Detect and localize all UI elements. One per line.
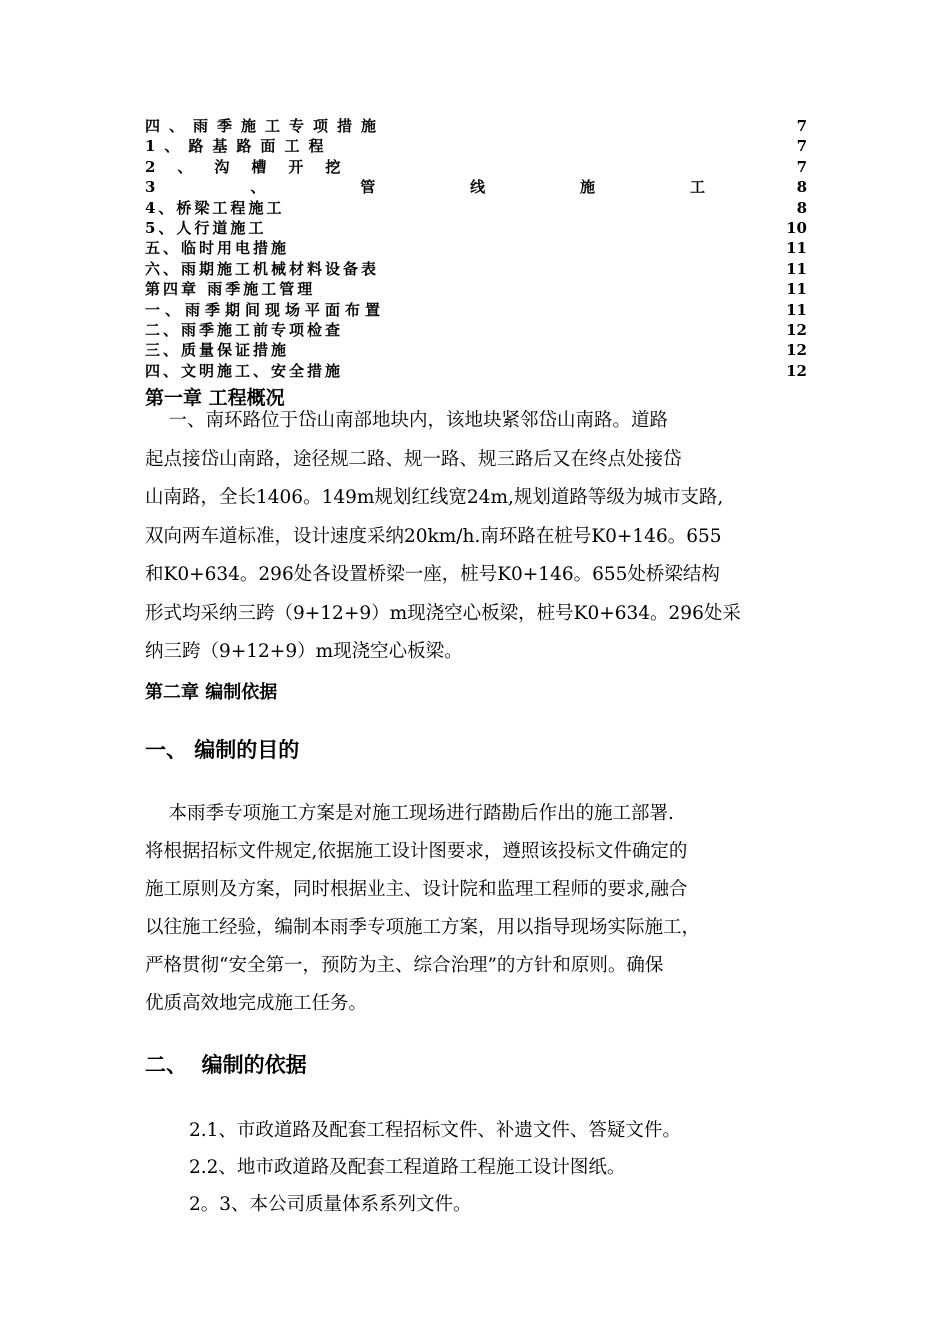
toc-row[interactable] xyxy=(145,198,807,218)
toc-title-char: 、 xyxy=(250,178,266,197)
toc-title: 六、雨期施工机械材料设备表 xyxy=(145,259,380,278)
toc-row[interactable] xyxy=(145,157,807,177)
paragraph-line: 以往施工经验，编制本雨季专项施工方案，用以指导现场实际施工， xyxy=(145,917,701,938)
paragraph-line: 施工原则及方案，同时根据业主、设计院和监理工程师的要求,融合 xyxy=(145,879,688,900)
toc-page: 12 xyxy=(786,341,807,360)
paragraph-line: 形式均采纳三跨（9+12+9）m现浇空心板梁，桩号K0+634。296处采 xyxy=(145,602,741,624)
chapter-heading: 第二章 编制依据 xyxy=(145,682,278,703)
toc-title-char: 管 xyxy=(360,178,376,197)
toc-row[interactable] xyxy=(145,300,807,320)
toc-page: 11 xyxy=(786,300,807,319)
toc-row[interactable] xyxy=(145,177,807,197)
paragraph-line: 和K0+634。296处各设置桥梁一座，桩号K0+146。655处桥梁结构 xyxy=(145,564,720,585)
toc-page: 11 xyxy=(786,280,807,299)
toc-row[interactable] xyxy=(145,259,807,279)
toc-row[interactable] xyxy=(145,279,807,299)
toc-page: 10 xyxy=(786,218,807,237)
paragraph-line: 一、南环路位于岱山南部地块内，该地块紧邻岱山南路。道路 xyxy=(145,410,669,431)
toc-title-char: 线 xyxy=(470,178,486,197)
toc-page: 12 xyxy=(786,320,807,339)
toc-title: 五、临时用电措施 xyxy=(145,239,290,258)
table-of-contents xyxy=(145,116,807,381)
toc-title: 第四章 雨季施工管理 xyxy=(145,280,316,299)
toc-page: 7 xyxy=(796,117,807,135)
paragraph-line: 纳三跨（9+12+9）m现浇空心板梁。 xyxy=(145,641,463,662)
paragraph-line: 严格贯彻“安全第一，预防为主、综合治理”的方针和原则。确保 xyxy=(145,955,664,976)
toc-row[interactable] xyxy=(145,218,807,238)
toc-row[interactable] xyxy=(145,238,807,258)
paragraph-line: 山南路，全长1406。149m规划红线宽24m,规划道路等级为城市支路, xyxy=(145,487,724,508)
toc-title: 一、雨季期间现场平面布置 xyxy=(145,300,386,319)
toc-row[interactable] xyxy=(145,361,807,381)
toc-row[interactable] xyxy=(145,320,807,340)
paragraph-line: 双向两车道标准，设计速度采纳20km/h.南环路在桩号K0+146。655 xyxy=(145,525,722,547)
toc-title: 4、桥梁工程施工 xyxy=(145,198,285,217)
toc-page: 11 xyxy=(786,259,807,278)
toc-page: 7 xyxy=(796,157,807,176)
toc-row[interactable] xyxy=(145,340,807,360)
toc-title-spread xyxy=(145,177,705,197)
toc-title-char: 施 xyxy=(580,178,596,197)
chapter-heading: 第一章 工程概况 xyxy=(145,387,285,409)
toc-title: 2、沟槽开挖 xyxy=(145,157,363,176)
overview-paragraph xyxy=(145,402,813,672)
toc-page: 8 xyxy=(796,198,807,217)
paragraph-line: 将根据招标文件规定,依据施工设计图要求，遵照该投标文件确定的 xyxy=(145,841,688,862)
toc-row[interactable] xyxy=(145,136,807,156)
toc-page: 8 xyxy=(796,178,807,197)
basis-list xyxy=(189,1112,681,1223)
toc-row[interactable] xyxy=(145,116,807,136)
toc-page: 12 xyxy=(786,361,807,380)
toc-title: 5、人行道施工 xyxy=(145,218,267,237)
toc-title-char: 工 xyxy=(689,178,705,197)
list-item: 2。3、本公司质量体系系列文件。 xyxy=(189,1194,472,1215)
toc-title: 三、质量保证措施 xyxy=(145,341,290,360)
purpose-paragraph xyxy=(145,795,813,1023)
toc-page: 11 xyxy=(786,239,807,258)
toc-title: 四、雨季施工专项措施 xyxy=(145,117,386,135)
toc-title: 1、路基路面工程 xyxy=(145,137,333,156)
paragraph-line: 起点接岱山南路，途径规二路、规一路、规三路后又在终点处接岱 xyxy=(145,448,682,470)
section-heading: 一、 编制的目的 xyxy=(145,738,300,762)
toc-title-char: 3 xyxy=(145,178,156,197)
toc-title: 四、文明施工、安全措施 xyxy=(145,361,344,380)
toc-title: 二、雨季施工前专项检查 xyxy=(145,320,344,339)
list-item: 2.1、市政道路及配套工程招标文件、补遗文件、答疑文件。 xyxy=(189,1120,681,1141)
list-item: 2.2、地市政道路及配套工程道路工程施工设计图纸。 xyxy=(189,1157,626,1178)
section-heading: 二、 编制的依据 xyxy=(145,1053,307,1077)
paragraph-line: 优质高效地完成施工任务。 xyxy=(145,993,368,1014)
toc-page: 7 xyxy=(796,137,807,156)
paragraph-line: 本雨季专项施工方案是对施工现场进行踏勘后作出的施工部署. xyxy=(145,803,674,824)
